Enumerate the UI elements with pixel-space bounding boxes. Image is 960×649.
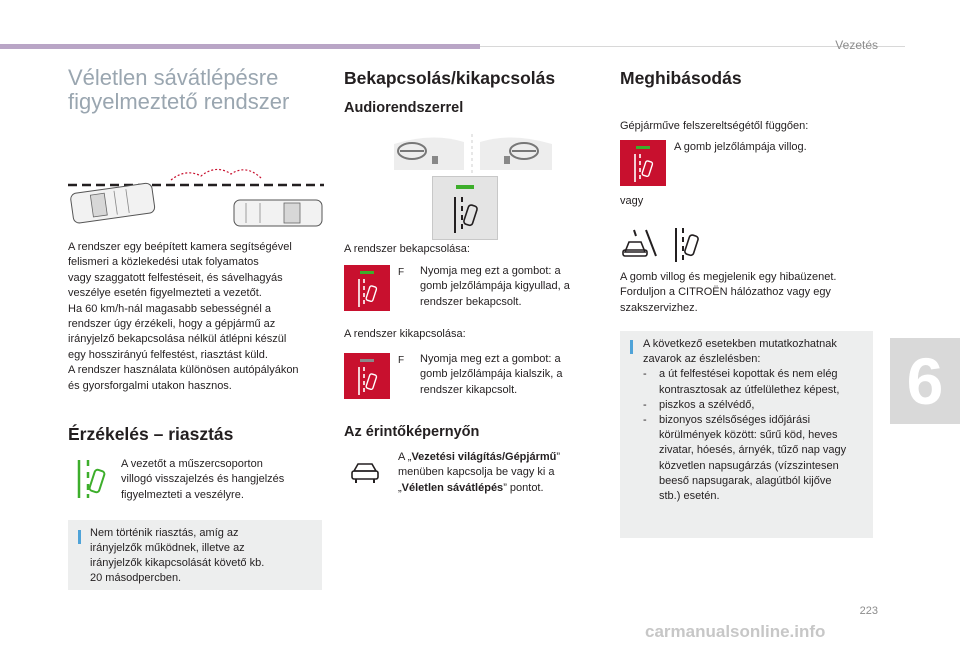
blinking-button-icon bbox=[620, 140, 666, 186]
page-title: Véletlen sávátlépésre figyelmeztető rendszer bbox=[68, 65, 290, 114]
lane-assist-icon bbox=[356, 278, 380, 308]
info-marker bbox=[630, 340, 633, 354]
deactivate-button-icon bbox=[344, 353, 390, 399]
watermark: carmanualsonline.info bbox=[645, 622, 826, 641]
section-title-fault: Meghibásodás bbox=[620, 68, 742, 88]
chapter-tab-number: 6 bbox=[906, 344, 944, 418]
activate-label: A rendszer bekapcsolása: bbox=[344, 243, 470, 255]
steering-wheel-illustration bbox=[392, 134, 554, 176]
lane-assist-button-closeup bbox=[432, 176, 498, 240]
alert-text: A vezetőt a műszercsoporton villogó visszajelzés és hangjelzés figyelmezteti a veszélyre. bbox=[121, 458, 285, 501]
chapter-name: Vezetés bbox=[835, 38, 878, 52]
bullet-icon: F bbox=[398, 355, 405, 366]
deactivate-instructions: F Nyomja meg ezt a gombot: a gomb jelzőlámpája kialszik, a rendszer kikapcsolt. bbox=[398, 353, 563, 396]
lane-warning-icon bbox=[74, 456, 108, 502]
section-title-alert: Érzékelés – riasztás bbox=[68, 424, 234, 444]
car-menu-icon bbox=[350, 460, 380, 484]
lane-assist-icon bbox=[356, 366, 380, 396]
list-item: - a út felfestései kopottak és nem elég kontrasztosak az útfelülethez képest, bbox=[643, 368, 840, 396]
or-text: vagy bbox=[620, 195, 644, 207]
subtitle-touchscreen: Az érintőképernyőn bbox=[344, 424, 480, 440]
blink-text: A gomb jelzőlámpája villog. bbox=[674, 141, 807, 153]
lane-assist-icon bbox=[632, 153, 656, 183]
lane-assist-icon bbox=[451, 195, 481, 235]
lane-departure-illustration bbox=[66, 158, 328, 230]
section-title-toggle: Bekapcsolás/kikapcsolás bbox=[344, 68, 556, 88]
fault-text: A gomb villog és megjelenik egy hibaüzenet. Forduljon a CITROËN hálózathoz vagy egy szakszervizhez. bbox=[620, 271, 837, 314]
page-number: 223 bbox=[859, 605, 878, 617]
activate-button-icon bbox=[344, 265, 390, 311]
deactivate-label: A rendszer kikapcsolása: bbox=[344, 328, 466, 340]
activate-instructions: F Nyomja meg ezt a gombot: a gomb jelzőlámpája kigyullad, a rendszer bekapcsolt. bbox=[398, 265, 570, 308]
touchscreen-text: A „Vezetési világítás/Gépjármű” menüben kapcsolja be vagy ki a „Véletlen sávátlépés” pontot. bbox=[398, 451, 561, 494]
fault-intro: Gépjárműve felszereltségétől függően: bbox=[620, 120, 809, 132]
info-text-fault: A következő esetekben mutatkozhatnak zavarok az észlelésben: - a út felfestései kopottak és nem elég kontrasztosak az útfelülethez képest, - piszkos a szélvédő, - bizonyos szélsőséges időjárási körülmények között: sűrű köd, heves zivatar, hóesés, árnyék, tűző nap vagy közvetlen napsugárzás (vízszintesen beeső napsugarak, alagútból kijőve stb.) esetén. bbox=[643, 337, 869, 504]
list-item: - piszkos a szélvédő, bbox=[643, 398, 755, 411]
list-item: - bizonyos szélsőséges időjárási körülmények között: sűrű köd, heves zivatar, hóesés, árnyék, tűző nap vagy közvetlen napsugárzás (vízszintesen beeső napsugarak, alagútból kijőve stb.) esetén. bbox=[643, 414, 847, 503]
subtitle-audio: Audiorendszerrel bbox=[344, 100, 464, 116]
bullet-icon: F bbox=[398, 267, 405, 278]
lane-assist-icon bbox=[672, 226, 702, 264]
info-marker bbox=[78, 530, 81, 544]
info-text-alert: Nem történik riasztás, amíg az irányjelzők működnek, illetve az irányjelzők kikapcsolását követő kb. 20 másodpercben. bbox=[90, 527, 265, 584]
intro-text: A rendszer egy beépített kamera segítségével felismeri a közlekedési utak folyamatos vagy szaggatott felfestéseit, és sávelhagyás veszélye esetén figyelmezteti a vezetőt. Ha 60 km/h-nál magasabb sebességnél a rendszer úgy érzékeli, hogy a gépjármű az irányjelző bekapcsolása nélkül átlépni készül egy hosszirányú felfestést, riasztást küld. A rendszer használata különösen autópályákon és gyorsforgalmi utakon hasznos. bbox=[68, 241, 299, 392]
lane-fault-warning-icon bbox=[622, 228, 658, 260]
button-lamp bbox=[456, 185, 474, 189]
header-accent-bar bbox=[0, 44, 480, 49]
